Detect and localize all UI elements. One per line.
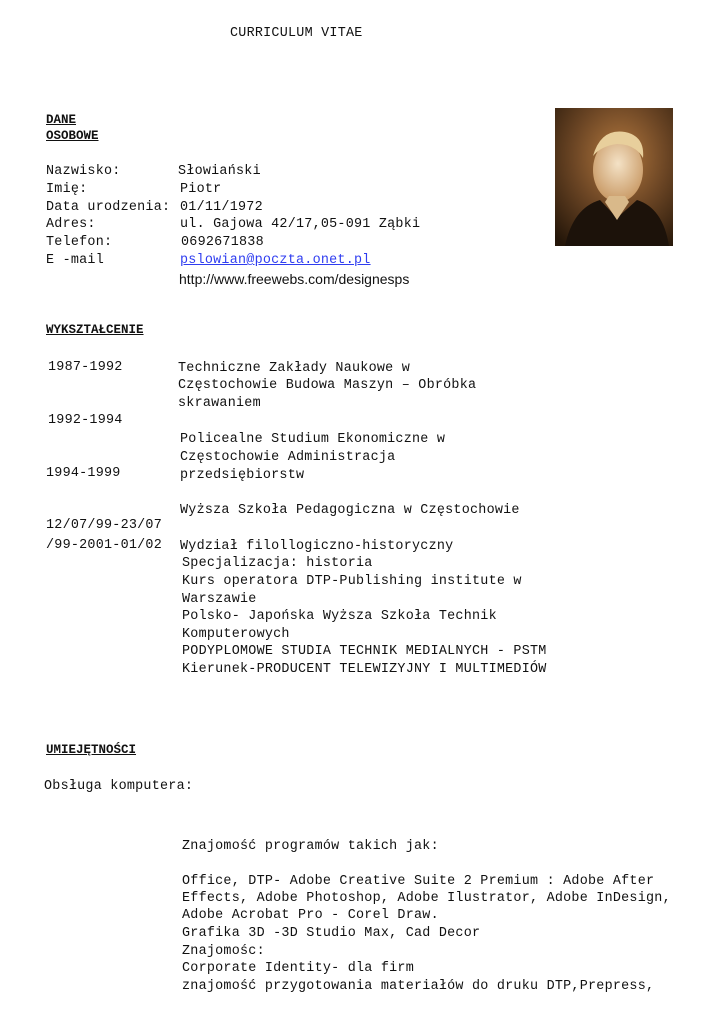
value-first-name: Piotr	[180, 182, 222, 197]
skills-line: Znajomośc:	[182, 944, 265, 959]
education-line: Częstochowie Budowa Maszyn – Obróbka	[178, 378, 477, 393]
label-birth-date: Data urodzenia:	[46, 200, 171, 215]
skills-line: Effects, Adobe Photoshop, Adobe Ilustrator, Adobe InDesign,	[182, 891, 671, 906]
education-line: Wyższa Szkoła Pedagogiczna w Częstochowie	[180, 503, 520, 518]
label-address: Adres:	[46, 217, 96, 232]
education-date-3: 1994-1999	[46, 466, 121, 481]
label-first-name: Imię:	[46, 182, 88, 197]
value-phone: 0692671838	[181, 235, 264, 250]
education-line: skrawaniem	[178, 396, 261, 411]
education-line: Specjalizacja: historia	[182, 556, 373, 571]
label-email: E -mail	[46, 253, 104, 268]
section-heading-skills: UMIEJĘTNOŚCI	[46, 743, 137, 757]
skills-intro: Znajomość programów takich jak:	[182, 839, 439, 854]
value-birth-date: 01/11/1972	[180, 200, 263, 215]
education-line: Kierunek-PRODUCENT TELEWIZYJNY I MULTIMEDIÓW	[182, 662, 547, 677]
education-line: Kurs operatora DTP-Publishing institute w	[182, 574, 522, 589]
profile-photo	[555, 108, 673, 246]
education-line: PODYPLOMOWE STUDIA TECHNIK MEDIALNYCH - PSTM	[182, 644, 547, 659]
section-heading-personal-line2: OSOBOWE	[46, 129, 99, 143]
education-line: Techniczne Zakłady Naukowe w	[178, 361, 410, 376]
education-line: Komputerowych	[182, 627, 290, 642]
website-text: http://www.freewebs.com/designesps	[179, 271, 410, 287]
education-line: przedsiębiorstw	[180, 468, 305, 483]
education-line: Warszawie	[182, 592, 257, 607]
education-line: Częstochowie Administracja	[180, 450, 396, 465]
skills-line: Corporate Identity- dla firm	[182, 961, 414, 976]
skills-line: Office, DTP- Adobe Creative Suite 2 Premium : Adobe After	[182, 874, 655, 889]
label-surname: Nazwisko:	[46, 164, 121, 179]
document-title: CURRICULUM VITAE	[230, 26, 363, 41]
education-date-5: /99-2001-01/02	[46, 538, 162, 553]
education-date-4: 12/07/99-23/07	[46, 518, 162, 533]
skills-line: Adobe Acrobat Pro - Corel Draw.	[182, 908, 439, 923]
education-date-1: 1987-1992	[48, 360, 123, 375]
section-heading-personal-line1: DANE	[46, 113, 77, 127]
portrait-image	[555, 108, 673, 246]
education-date-2: 1992-1994	[48, 413, 123, 428]
education-line: Wydział filollogiczno-historyczny	[180, 539, 454, 554]
email-link[interactable]: pslowian@poczta.onet.pl	[180, 253, 371, 268]
value-surname: Słowiański	[178, 164, 261, 179]
label-phone: Telefon:	[46, 235, 113, 250]
section-heading-education: WYKSZTAŁCENIE	[46, 323, 144, 337]
education-line: Polsko- Japońska Wyższa Szkoła Technik	[182, 609, 497, 624]
education-line: Policealne Studium Ekonomiczne w	[180, 432, 446, 447]
skills-line: Grafika 3D -3D Studio Max, Cad Decor	[182, 926, 481, 941]
skills-line: znajomość przygotowania materiałów do druku DTP,Prepress,	[182, 979, 655, 994]
value-address: ul. Gajowa 42/17,05-091 Ząbki	[180, 217, 421, 232]
computer-skills-label: Obsługa komputera:	[44, 779, 194, 794]
